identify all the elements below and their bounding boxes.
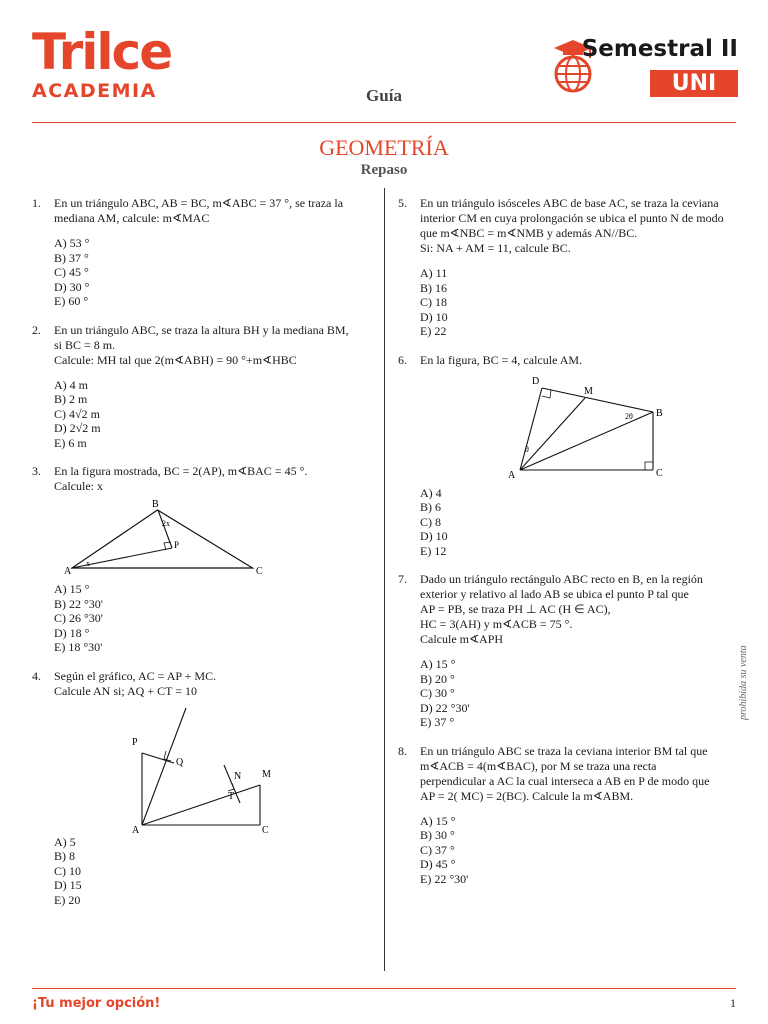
question-statement: Dado un triángulo rectángulo ABC recto en B, en la región exterior y relativo al lado AB se ubica el punto P tal que AP = PB, se traza PH ⊥ AC (H ∈ AC), HC = 3(AH) y m∢ACB = 75 °. Calcule m∢APH: [420, 572, 703, 646]
label-b: B: [152, 499, 159, 510]
option: D) 30 °: [54, 279, 90, 294]
figure-gral: [54, 703, 274, 836]
option: C) 8: [420, 514, 441, 529]
option: B) 22 °30': [54, 596, 103, 611]
option: A) 15 °: [420, 813, 456, 828]
label-theta: θ: [525, 444, 529, 454]
option: B) 30 °: [420, 828, 455, 842]
question-statement: Según el gráfico, AC = AP + MC. Calcule AN si; AQ + CT = 10: [54, 668, 217, 698]
left-column: [32, 196, 364, 921]
question-number: 1.: [32, 196, 41, 210]
option: C) 45 °: [54, 265, 89, 279]
option: C) 10: [54, 863, 81, 878]
option: B) 6: [420, 500, 441, 514]
option: D) 10: [420, 309, 448, 324]
figure-triangle-abc: [54, 498, 263, 578]
label-x: x: [86, 559, 90, 568]
question-4: [32, 669, 364, 908]
label-b: B: [656, 407, 663, 419]
answer-options: [54, 378, 364, 451]
side-note: prohibida su venta: [738, 645, 749, 720]
label-c: C: [262, 824, 269, 836]
label-p: P: [174, 540, 180, 550]
option: E) 6 m: [54, 435, 87, 450]
option: D) 2√2 m: [54, 421, 101, 435]
question-statement: En un triángulo ABC, se traza la altura BH y la mediana BM, si BC = 8 m. Calcule: MH tal que 2(m∢ABH) = 90 °+m∢HBC: [54, 322, 349, 367]
option: C) 37 °: [420, 842, 455, 857]
option: E) 22 °30': [420, 871, 469, 886]
option: A) 15 °: [54, 582, 90, 596]
option: D) 10: [420, 529, 448, 543]
figure-quadrilateral: [420, 372, 663, 482]
badge-tag: UNI: [650, 70, 738, 97]
label-d: D: [532, 375, 540, 387]
option: C) 18: [420, 295, 447, 309]
label-m: M: [584, 385, 593, 397]
question-8: [398, 744, 730, 887]
column-divider: [384, 188, 385, 971]
option: B) 2 m: [54, 392, 88, 406]
option: D) 22 °30': [420, 700, 470, 715]
subject-title: GEOMETRÍA: [319, 135, 449, 160]
right-column: [398, 196, 730, 900]
answer-options: [420, 814, 730, 887]
guide-type: Guía: [366, 86, 402, 105]
option: A) 15 °: [420, 657, 456, 671]
answer-options: [420, 266, 730, 339]
option: E) 60 °: [54, 294, 89, 308]
label-p: P: [132, 736, 138, 748]
question-number: 6.: [398, 352, 407, 367]
question-6: [398, 353, 730, 559]
label-c: C: [656, 467, 663, 479]
question-number: 7.: [398, 572, 407, 586]
label-a: A: [64, 566, 72, 577]
option: A) 4 m: [54, 377, 88, 392]
question-statement: En la figura mostrada, BC = 2(AP), m∢BAC = 45 °. Calcule: x: [54, 464, 308, 493]
option: D) 45 °: [420, 857, 456, 871]
label-m: M: [262, 768, 271, 780]
option: E) 37 °: [420, 715, 455, 729]
option: B) 37 °: [54, 250, 89, 265]
option: A) 4: [420, 485, 442, 500]
question-2: [32, 323, 364, 451]
question-number: 4.: [32, 668, 41, 683]
question-statement: En la figura, BC = 4, calcule AM.: [420, 352, 583, 367]
option: D) 18 °: [54, 625, 90, 640]
question-number: 3.: [32, 464, 41, 478]
question-number: 8.: [398, 743, 407, 758]
question-1: [32, 196, 364, 309]
option: B) 20 °: [420, 671, 455, 686]
label-2x: 2x: [162, 519, 170, 528]
answer-options: [54, 835, 364, 908]
answer-options: [54, 236, 364, 309]
question-statement: En un triángulo ABC, AB = BC, m∢ABC = 37 °, se traza la mediana AM, calcule: m∢MAC: [54, 196, 344, 225]
option: E) 20: [54, 892, 81, 907]
question-5: [398, 196, 730, 339]
topic-title: Repaso: [360, 162, 408, 178]
question-statement: En un triángulo ABC se traza la ceviana interior BM tal que m∢ACB = 4(m∢BAC), por M se traza una recta perpendicular a AC la cual interseca a AB en P de modo que AP = 2( MC) = 2(BC). Calcule la m∢ABM.: [420, 743, 710, 803]
answer-options: [420, 657, 730, 730]
question-number: 2.: [32, 322, 41, 337]
option: A) 11: [420, 266, 448, 280]
answer-options: [420, 486, 730, 559]
option: A) 5: [54, 834, 76, 849]
brand-subtitle: ACADEMIA: [32, 80, 157, 102]
label-n: N: [234, 770, 242, 782]
option: B) 16: [420, 280, 447, 295]
option: E) 18 °30': [54, 640, 103, 654]
option: C) 26 °30': [54, 611, 103, 625]
page-number: 1: [730, 996, 736, 1010]
option: A) 53 °: [54, 236, 90, 250]
course-badge: [538, 36, 738, 100]
question-7: [398, 572, 730, 730]
label-t: T: [228, 790, 235, 802]
label-a: A: [508, 469, 516, 481]
header-divider: [32, 122, 736, 123]
option: B) 8: [54, 849, 75, 863]
question-3: [32, 464, 364, 655]
option: E) 22: [420, 324, 447, 338]
option: C) 30 °: [420, 686, 455, 700]
option: D) 15: [54, 878, 82, 892]
answer-options: [54, 582, 364, 655]
label-2theta: 2θ: [625, 411, 633, 421]
footer-divider: [32, 988, 736, 989]
question-statement: En un triángulo isósceles ABC de base AC, se traza la ceviana interior CM en cuya prolongación se ubica el punto N de modo que m∢NBC = m∢NMB y además AN//BC. Si: NA + AM = 11, calcule BC.: [420, 196, 724, 255]
label-c: C: [256, 566, 263, 577]
brand-name: Trilce: [32, 23, 172, 81]
label-q: Q: [176, 756, 184, 768]
badge-title: Semestral II: [581, 36, 738, 62]
footer-slogan: ¡Tu mejor opción!: [32, 996, 161, 1011]
question-number: 5.: [398, 196, 407, 210]
label-a: A: [132, 824, 140, 836]
option: E) 12: [420, 543, 447, 558]
option: C) 4√2 m: [54, 406, 100, 421]
